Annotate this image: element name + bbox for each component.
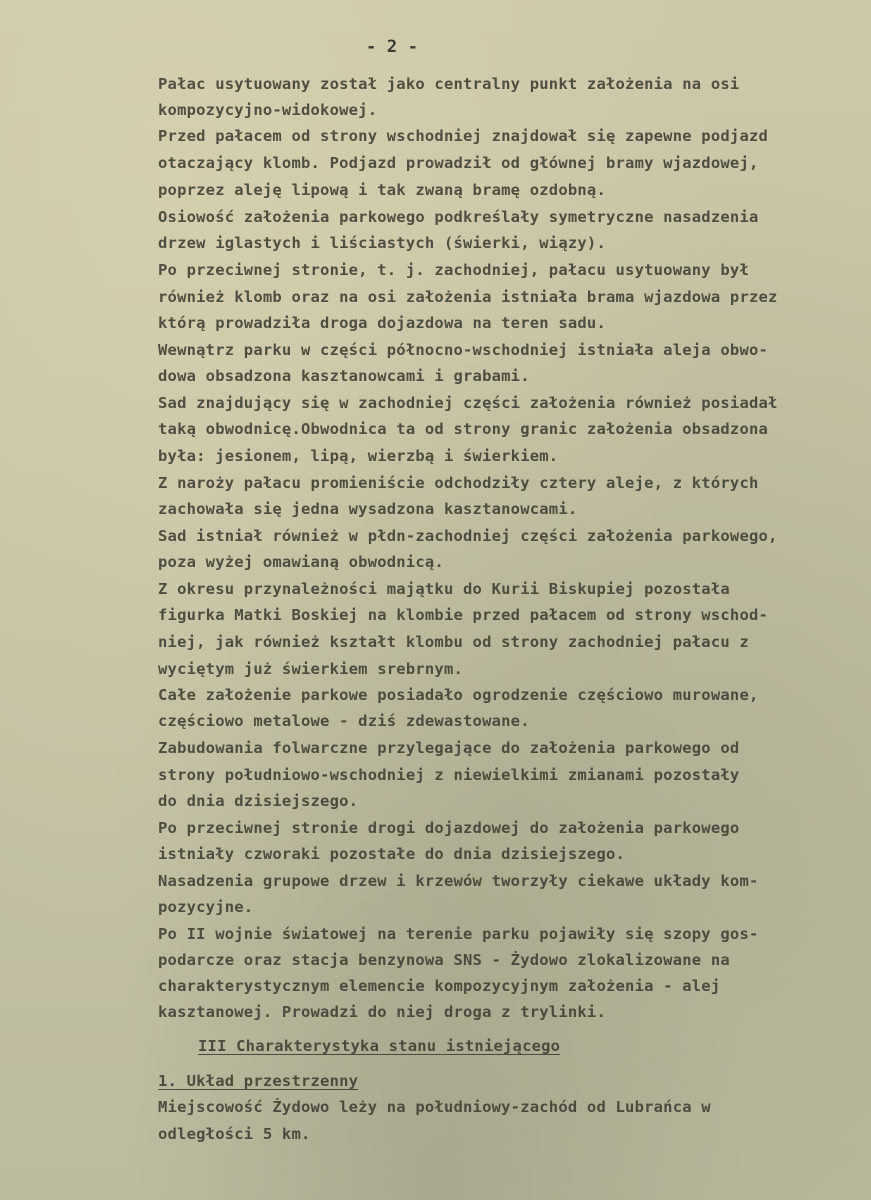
section-heading: III Charakterystyka stanu istniejącego [198, 1037, 561, 1055]
text-line: poza wyżej omawianą obwodnicą. [158, 553, 444, 571]
text-line: pozycyjne. [158, 898, 254, 916]
text-line: poprzez aleję lipową i tak zwaną bramę ozdobną. [158, 181, 606, 199]
text-line: Pałac usytuowany został jako centralny punkt założenia na osi [158, 75, 740, 93]
text-line: Po przeciwnej stronie drogi dojazdowej do założenia parkowego [158, 819, 740, 837]
text-line: kasztanowej. Prowadzi do niej droga z trylinki. [158, 1003, 606, 1021]
text-line: częściowo metalowe - dziś zdewastowane. [158, 712, 530, 730]
text-line: taką obwodnicę.Obwodnica ta od strony granic założenia obsadzona [158, 420, 769, 438]
text-line: również klomb oraz na osi założenia istniała brama wjazdowa przez [158, 288, 778, 306]
text-line: Przed pałacem od strony wschodniej znajdował się zapewne podjazd [158, 127, 769, 145]
text-line: dowa obsadzona kasztanowcami i grabami. [158, 367, 530, 385]
text-line: kompozycyjno-widokowej. [158, 101, 378, 119]
text-line: Po przeciwnej stronie, t. j. zachodniej, pałacu usytuowany był [158, 261, 749, 279]
text-line: Nasadzenia grupowe drzew i krzewów tworzyły ciekawe układy kom- [158, 872, 759, 890]
text-line: zachowała się jedna wysadzona kasztanowcami. [158, 500, 578, 518]
text-line: figurka Matki Boskiej na klombie przed pałacem od strony wschod- [158, 606, 769, 624]
text-line: niej, jak również kształt klombu od strony zachodniej pałacu z [158, 633, 749, 651]
text-line: Osiowość założenia parkowego podkreślały symetryczne nasadzenia [158, 208, 759, 226]
text-line: drzew iglastych i liściastych (świerki, wiązy). [158, 234, 606, 252]
text-line: odległości 5 km. [158, 1125, 311, 1143]
text-line: strony południowo-wschodniej z niewielkimi zmianami pozostały [158, 766, 740, 784]
text-line: Całe założenie parkowe posiadało ogrodzenie częściowo murowane, [158, 686, 759, 704]
text-line: Zabudowania folwarczne przylegające do założenia parkowego od [158, 739, 740, 757]
text-line: Z okresu przynależności majątku do Kurii Biskupiej pozostała [158, 580, 730, 598]
text-line: Sad istniał również w płdn-zachodniej części założenia parkowego, [158, 527, 778, 545]
text-line: do dnia dzisiejszego. [158, 792, 359, 810]
text-line: Po II wojnie światowej na terenie parku pojawiły się szopy gos- [158, 925, 759, 943]
text-line: podarcze oraz stacja benzynowa SNS - Żydowo zlokalizowane na [158, 951, 730, 969]
page-number: - 2 - [366, 37, 419, 57]
text-line: Sad znajdujący się w zachodniej części założenia również posiadał [158, 394, 778, 412]
subsection-heading: 1. Układ przestrzenny [158, 1072, 359, 1090]
text-line: otaczający klomb. Podjazd prowadził od głównej bramy wjazdowej, [158, 154, 759, 172]
text-line: charakterystycznym elemencie kompozycyjnym założenia - alej [158, 977, 721, 995]
text-line: Z naroży pałacu promieniście odchodziły cztery aleje, z których [158, 474, 759, 492]
text-line: była: jesionem, lipą, wierzbą i świerkiem. [158, 447, 559, 465]
text-line: Wewnątrz parku w części północno-wschodniej istniała aleja obwo- [158, 341, 769, 359]
text-line: istniały czworaki pozostałe do dnia dzisiejszego. [158, 845, 626, 863]
text-line: wyciętym już świerkiem srebrnym. [158, 660, 464, 678]
text-line: którą prowadziła droga dojazdowa na teren sadu. [158, 314, 606, 332]
text-line: Miejscowość Żydowo leży na południowy-zachód od Lubrańca w [158, 1098, 711, 1116]
